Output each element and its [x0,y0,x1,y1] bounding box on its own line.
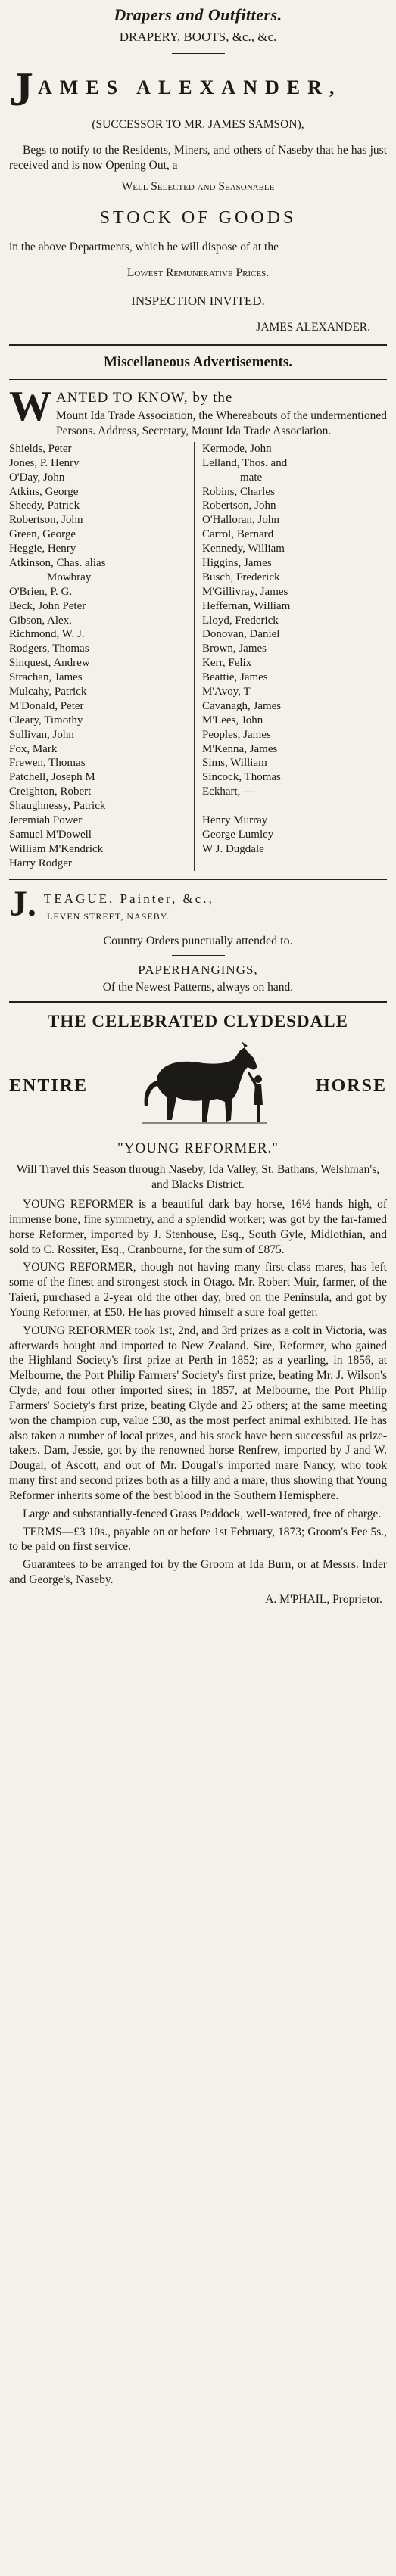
name-entry: Kennedy, William [202,543,285,555]
divider [172,53,225,54]
name-entry: O'Day, John [9,471,65,484]
horse-label: HORSE [315,1075,387,1096]
horse-name: "YOUNG REFORMER." [117,1140,279,1157]
horse-paragraph-4: Large and substantially-fenced Grass Paddock, well-watered, free of charge. [23,1507,382,1520]
name-entry: M'Donald, Peter [9,699,84,712]
name-entry: Sheedy, Patrick [9,499,80,512]
ad-body: Begs to notify to the Residents, Miners, and others of Naseby that he has just received and is now Opening Out, a [9,144,387,172]
name-entry: Creighton, Robert [9,786,92,798]
name-entry: Gibson, Alex. [9,614,72,627]
name-entry [202,857,387,871]
successor-line: (SUCCESSOR TO MR. JAMES SAMSON), [92,118,304,132]
name-entry: Eckhart, — [202,786,255,798]
wanted-text: Mount Ida Trade Association, the Whereabouts of the undermentioned Persons. Address, Secretary, Mount Ida Trade Association. [56,409,387,438]
name-entry: Harry Rodger [9,857,72,870]
name-entry: Shaughnessy, Patrick [9,800,106,813]
name-entry: George Lumley [202,828,274,841]
name-entry: Lelland, Thos. and [202,456,288,469]
name-entry: Henry Murray [202,814,268,826]
name-entry: Mowbray [47,571,92,583]
divider [9,344,387,346]
teague-patterns: Of the Newest Patterns, always on hand. [102,980,294,994]
name-entry: Green, George [9,528,76,541]
ad-body-2: in the above Departments, which he will dispose of at the [9,241,279,254]
name-entry [202,799,387,814]
horse-guarantees: Guarantees to be arranged for by the Groom at Ida Burn, or at Messrs. Inder and George's, Naseby. [9,1558,387,1586]
divider [9,879,387,880]
name-entry: Heffernan, William [202,599,291,612]
name-entry: M'Gillivray, James [202,585,288,598]
section-subheading: DRAPERY, BOOTS, &c., &c. [119,30,277,45]
inspection-line: INSPECTION INVITED. [131,293,265,308]
alexander-signature: JAMES ALEXANDER. [256,320,370,334]
name-entry: Kermode, John [202,442,272,455]
drop-cap: W [9,387,51,430]
name-entry: Kerr, Felix [202,657,252,670]
drop-cap: J. [9,887,36,923]
horse-paragraph-2: YOUNG REFORMER, though not having many first-class mares, has left some of the finest and strongest stock in Otago. Mr. Robert Muir, farmer, of the Taieri, purchased a 2-year old the other day, bred on the Peninsula, and got by Young Reformer, at £50. He has proved himself a sure foal getter. [9,1261,387,1319]
name-entry: Sincock, Thomas [202,771,281,784]
name-entry: O'Brien, P. G. [9,585,73,598]
horse-illustration-icon [134,1037,270,1135]
wanted-advertisement [9,387,387,871]
name-entry: Sims, William [202,757,267,770]
name-entry: M'Avoy, T [202,685,251,698]
name-entry: Busch, Frederick [202,571,280,583]
drop-cap: J [9,67,33,110]
name-entry: M'Lees, John [202,714,263,726]
name-entry: Cleary, Timothy [9,714,83,726]
name-entry: William M'Kendrick [9,842,104,855]
name-entry: Peoples, James [202,728,271,741]
name-entry: M'Kenna, James [202,742,278,755]
horse-paragraph-1: YOUNG REFORMER is a beautiful dark bay horse, 16½ hands high, of immense bone, fine symmetry, and a splendid worker; was got by the far-famed horse Reformer, imported by J. Stenhouse, Esq., South Gyle, Midlothian, and sold to C. Rossiter, Esq., Cranbourne, for the sum of £875. [9,1198,387,1256]
name-entry: Sullivan, John [9,728,74,741]
name-entry: Lloyd, Frederick [202,614,279,627]
horse-title: THE CELEBRATED CLYDESDALE [48,1011,348,1031]
name-entry: Robins, Charles [202,485,275,498]
well-selected-line: Well Selected and Seasonable [121,179,275,193]
horse-banner [9,1037,387,1135]
name-entry: Robertson, John [9,514,83,527]
name-entry: Jeremiah Power [9,814,83,826]
name-entry: Rodgers, Thomas [9,642,89,655]
names-left-column [9,442,194,871]
advertiser-name: AMES ALEXANDER, [38,76,342,98]
prices-line: Lowest Remunerative Prices. [126,266,270,280]
divider [9,379,387,380]
name-entry: O'Halloran, John [202,514,279,527]
name-entry: Patchell, Joseph M [9,771,95,784]
teague-orders: Country Orders punctually attended to. [103,934,293,947]
name-entry: Jones, P. Henry [9,456,80,469]
name-entry: Richmond, W. J. [9,628,85,641]
name-entry: Heggie, Henry [9,543,76,555]
name-entry: Donovan, Daniel [202,628,280,641]
teague-paper: PAPERHANGINGS, [138,963,258,978]
name-entry: Atkinson, Chas. alias [9,556,106,569]
name-entry: Carrol, Bernard [202,528,274,541]
name-entry: Samuel M'Dowell [9,828,92,841]
divider [172,955,225,956]
name-entry: Strachan, James [9,671,83,684]
misc-heading: Miscellaneous Advertisements. [103,353,293,370]
name-entry: Higgins, James [202,556,272,569]
horse-signature: A. M'PHAIL, Proprietor. [265,1592,382,1606]
teague-address: LEVEN STREET, NASEBY. [47,911,170,922]
name-entry: Robertson, John [202,499,276,512]
teague-advertisement [9,888,387,995]
name-entry: Frewen, Thomas [9,757,86,770]
name-entry: Cavanagh, James [202,699,282,712]
name-entry: Mulcahy, Patrick [9,685,87,698]
wanted-first-line: ANTED TO KNOW, by the [56,389,233,406]
name-entry: Atkins, George [9,485,79,498]
name-entry: mate [240,471,263,484]
horse-paragraph-3: YOUNG REFORMER took 1st, 2nd, and 3rd prizes as a colt in Victoria, was afterwards bought and imported to New Zealand. Sire, Reformer, who gained the Highland Society's first prize at Perth in 1852; as a yearling, in 1856, at Melbourne, the Port Philip Farmers' Society's first prize, beating Mr. J. Wilson's Clyde, and four other imported sires; in 1857, at Melbourne, the Port Philip Farmers' Society's first prize, beating Clyde and 25 others; at the same meeting won the champion cup, value £30, as the most perfect animal exhibited. He has also taken a number of local prizes, and his stock have been successful as prize-takers. Dam, Jessie, got by the renowned horse Renfrew, imported by J and W. Dougal, of Ascott, and out of Mr. Dougal's imported mare Nancy, who took many first and second prizes both as a filly and a mare, thus showing that Young Reformer inherits some of the best blood in the Southern Hemisphere. [9,1324,387,1502]
name-entry: Fox, Mark [9,742,58,755]
stock-line: STOCK OF GOODS [99,207,297,228]
names-list [9,442,387,871]
teague-name-line: TEAGUE, Painter, &c., [44,891,214,906]
name-entry: Brown, James [202,642,267,655]
divider [9,1001,387,1003]
name-entry: W J. Dugdale [202,842,264,855]
horse-advertisement [9,1010,387,1607]
name-entry: Beattie, James [202,671,268,684]
names-right-column [194,442,387,871]
horse-terms: TERMS—£3 10s., payable on or before 1st February, 1873; Groom's Fee 5s., to be paid on first service. [9,1525,387,1554]
section-heading: Drapers and Outfitters. [114,5,282,24]
name-entry: Sinquest, Andrew [9,657,90,670]
name-entry: Shields, Peter [9,442,72,455]
horse-travel: Will Travel this Season through Naseby, Ida Valley, St. Bathans, Welshman's, and Blacks District. [16,1163,380,1192]
name-entry: Beck, John Peter [9,599,86,612]
entire-label: ENTIRE [9,1075,89,1096]
alexander-advertisement [9,67,387,335]
